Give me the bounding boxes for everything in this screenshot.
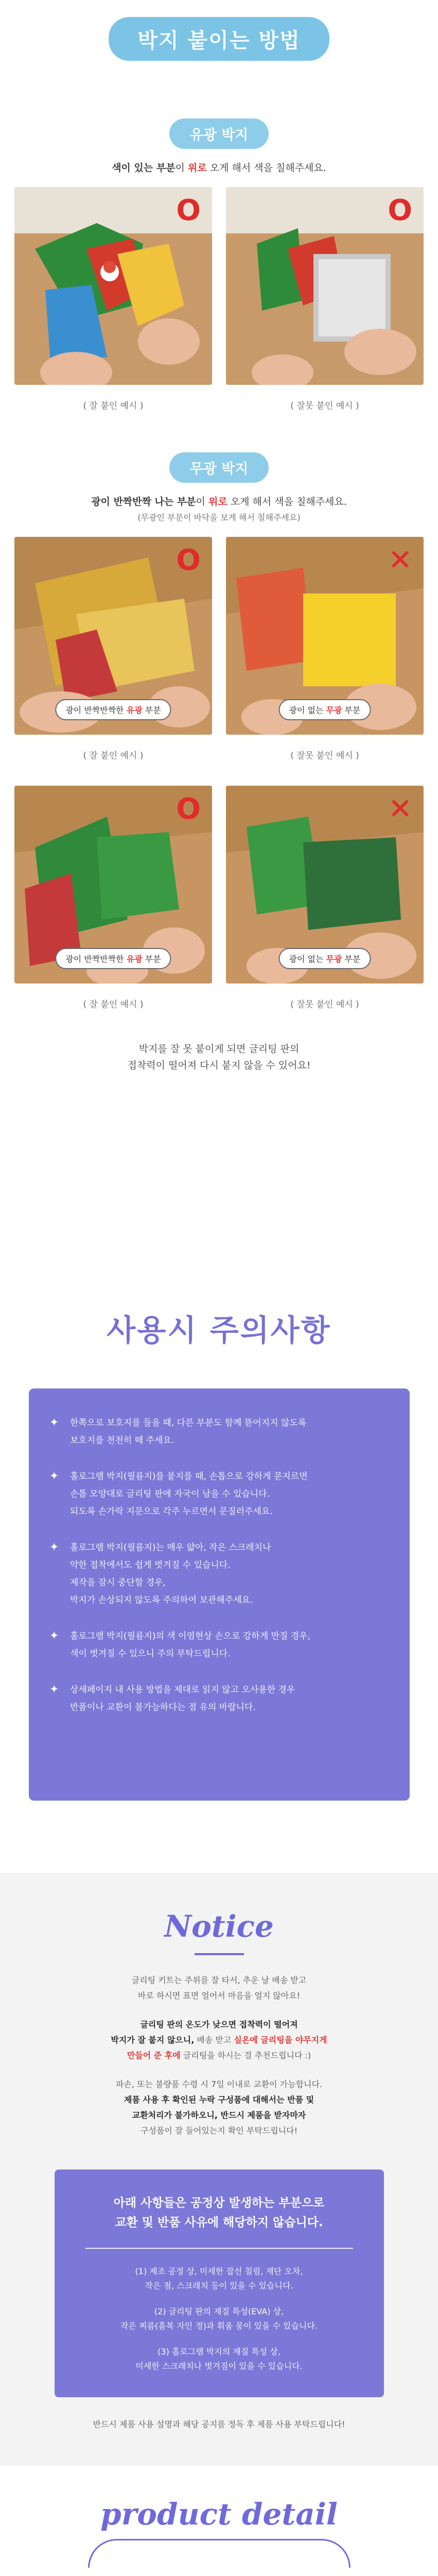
notice-line — [0, 2048, 438, 2063]
caution-line: 한쪽으로 보호지를 들을 때, 다른 부분도 함께 뜯어지지 않도록 — [70, 1418, 307, 1428]
notice-panel-divider — [85, 2248, 353, 2249]
howto-header — [0, 0, 438, 77]
matte-instruction — [0, 494, 438, 526]
matte-instr-a: 광이 반짝반짝 나는 부분 — [91, 496, 196, 507]
matte-instr-small: (무광인 부분이 바닥을 보게 해서 칠해주세요) — [137, 513, 301, 522]
matte-good-photo-1 — [14, 537, 212, 735]
caution-line: 되도록 손가락 지문으로 각주 누르면서 문질러주세요. — [70, 1506, 273, 1517]
notice-bold: 글리팅 판의 온도가 낮으면 접착력이 떨어져 — [140, 2020, 298, 2029]
matte-good-caption-2: ( 잘 붙인 예시 ) — [83, 999, 144, 1010]
caution-line: 홀로그램 박지(필름지)를 붙지를 때, 손톱으로 강하게 문지르면 — [70, 1471, 308, 1482]
notice-panel-line: 미세한 스크래치나 벗겨짐이 있을 수 있습니다. — [135, 2361, 303, 2371]
tag-post: 부분 — [142, 954, 161, 964]
product-detail-section — [0, 2466, 438, 2576]
notice-text: 배송 받고 — [194, 2035, 234, 2045]
notice-footnote: 반드시 제품 사용 설명과 해당 공지를 정독 후 제품 사용 부탁드립니다! — [93, 2419, 345, 2429]
howto-note-line-1: 박지를 잘 못 붙이게 되면 글리팅 판의 — [138, 1043, 300, 1055]
matte-caption-row-2 — [0, 997, 438, 1010]
sparkle-icon: ✦ — [49, 1541, 59, 1554]
caution-panel — [29, 1388, 410, 1801]
howto-note-line-2: 접착력이 떨어져 다시 붙지 않을 수 있어요! — [127, 1060, 311, 1071]
caution-line: 홀로그램 박지(필름지)의 색 이염현상 손으로 강하게 만질 경우, — [70, 1631, 311, 1641]
tag-pre: 광이 반짝반짝한 — [65, 954, 127, 964]
glossy-header — [0, 118, 438, 149]
matte-instr-c: 오게 해서 색을 칠해주세요. — [230, 496, 347, 507]
glossy-instr-red: 위로 — [187, 162, 207, 174]
glossy-bad-caption: ( 잘못 붙인 예시 ) — [290, 401, 359, 411]
caution-line: 약한 접착에서도 쉽게 벗겨질 수 있습니다. — [70, 1560, 231, 1570]
glossy-photo-row — [0, 187, 438, 385]
notice-line: 글리팅 키트는 주위를 잘 타서, 추운 날 배송 받고 — [131, 1975, 307, 1985]
notice-line — [0, 2017, 438, 2032]
caution-item — [49, 1539, 389, 1609]
ng-mark: ✕ — [388, 544, 412, 577]
notice-red: 만들어 준 후에 — [127, 2050, 181, 2060]
notice-section — [0, 1873, 438, 2466]
glossy-instr-a: 색이 있는 부분 — [112, 162, 176, 174]
tag-pre: 광이 없는 — [289, 705, 326, 715]
glossy-side-tag — [55, 948, 171, 969]
ok-mark: O — [176, 544, 201, 577]
matte-bad-caption-2: ( 잘못 붙인 예시 ) — [290, 999, 359, 1010]
caution-item-text — [70, 1681, 295, 1716]
tag-highlight: 무광 — [326, 954, 342, 964]
sparkle-icon: ✦ — [49, 1683, 59, 1696]
matte-good-photo-2 — [14, 786, 212, 984]
tag-post: 부분 — [342, 954, 361, 964]
matte-caption-row-1 — [0, 748, 438, 761]
caution-item-text — [70, 1468, 308, 1520]
notice-panel-head: 교환 및 반품 사유에 해당하지 않습니다. — [115, 2216, 323, 2229]
sparkle-icon: ✦ — [49, 1470, 59, 1483]
tag-pre: 광이 없는 — [289, 954, 326, 964]
caution-item — [49, 1414, 389, 1449]
notice-title: Notice — [164, 1909, 274, 1944]
caution-line: 보호지를 천천히 떼 주세요. — [70, 1435, 174, 1446]
glossy-caption-row — [0, 398, 438, 411]
notice-bold: 교환처리가 불가하오니, 반드시 제품을 받자마자 — [132, 2110, 306, 2120]
glossy-instruction — [0, 160, 438, 176]
caution-line: 손톱 모양대로 글리팅 판에 자국이 남을 수 있습니다. — [70, 1489, 270, 1499]
caution-line: 반품이나 교환이 불가능하다는 점 유의 바랍니다. — [70, 1702, 256, 1713]
matte-bad-photo-2 — [226, 786, 424, 984]
matte-side-tag — [279, 699, 371, 720]
notice-panel-line: (2) 글리팅 판의 재질 특성(EVA) 상, — [154, 2307, 284, 2316]
notice-panel-line: (3) 홀로그램 박지의 재질 특성 상, — [157, 2347, 281, 2357]
caution-line: 색이 벗겨질 수 있으니 주의 부탁드립니다. — [70, 1649, 231, 1659]
matte-good-caption-1: ( 잘 붙인 예시 ) — [83, 751, 144, 761]
notice-line — [0, 2092, 438, 2108]
caution-title: 사용시 주의사항 — [107, 1313, 331, 1348]
howto-section — [0, 0, 438, 1203]
notice-line: 구성품이 잘 들어있는지 확인 부탁드립니다! — [141, 2126, 297, 2136]
title-arc — [88, 2539, 351, 2568]
matte-instr-b: 이 — [196, 496, 208, 507]
caution-section — [0, 1203, 438, 1873]
caution-item — [49, 1681, 389, 1716]
ok-mark: O — [176, 792, 201, 826]
matte-header — [0, 452, 438, 483]
caution-item-text — [70, 1628, 310, 1663]
howto-note — [0, 1041, 438, 1074]
tag-post: 부분 — [142, 705, 161, 715]
notice-panel-line: 작은 찌름(흠복 자인 정)과 휘움 뭉이 있을 수 있습니다. — [120, 2321, 318, 2331]
howto-title: 박지 붙이는 방법 — [109, 17, 329, 61]
notice-text: 글리팅을 하시는 걸 추천드립니다 :) — [180, 2050, 311, 2060]
notice-bold: 제품 사용 후 확인된 누락 구성품에 대해서는 반품 및 — [124, 2095, 314, 2105]
ok-mark: O — [176, 194, 201, 227]
glossy-label: 유광 박지 — [169, 118, 269, 149]
matte-side-tag — [279, 948, 371, 969]
notice-panel-head: 아래 사항들은 공정상 발생하는 부분으로 — [113, 2196, 325, 2210]
tag-post: 부분 — [342, 705, 361, 715]
sparkle-icon: ✦ — [49, 1630, 59, 1642]
matte-photo-row-2 — [0, 786, 438, 984]
notice-line — [0, 2032, 438, 2048]
tag-pre: 광이 반짝반짝한 — [65, 705, 127, 715]
notice-line — [0, 2108, 438, 2123]
caution-item — [49, 1468, 389, 1520]
notice-panel-line: 작은 점, 스크래치 등이 있을 수 있습니다. — [145, 2281, 293, 2291]
notice-red: 실온에 글리팅을 야무지게 — [234, 2035, 327, 2045]
caution-item-text — [70, 1539, 271, 1609]
tag-highlight: 무광 — [326, 705, 342, 715]
ok-mark: O — [388, 194, 412, 227]
notice-panel-line: (1) 제조 공정 상, 미세한 잡선 칠림, 재단 오차, — [135, 2266, 303, 2276]
tag-highlight: 유광 — [126, 705, 143, 715]
sparkle-icon: ✦ — [49, 1416, 59, 1429]
notice-panel — [55, 2170, 384, 2397]
glossy-good-caption: ( 잘 붙인 예시 ) — [83, 401, 144, 411]
matte-photo-row-1 — [0, 537, 438, 735]
caution-item-text — [70, 1414, 306, 1449]
caution-line: 제작을 잠시 중단할 경우, — [70, 1578, 166, 1588]
glossy-instr-c: 오게 해서 색을 칠해주세요. — [209, 162, 326, 174]
matte-bad-photo-1 — [226, 537, 424, 735]
matte-label: 무광 박지 — [169, 452, 269, 483]
glossy-good-photo — [14, 187, 212, 385]
tag-highlight: 유광 — [126, 954, 143, 964]
caution-line: 박지가 손상되지 않도록 주의하여 보관해주세요. — [70, 1595, 253, 1605]
matte-bad-caption-1: ( 잘못 붙인 예시 ) — [290, 751, 359, 761]
ng-mark: ✕ — [388, 792, 412, 826]
notice-bold: 박지가 잘 붙지 않으니, — [111, 2035, 195, 2045]
caution-line: 상세페이지 내 사용 방법을 제대로 읽지 않고 오사용한 경우 — [70, 1685, 295, 1695]
glossy-instr-b: 이 — [175, 162, 188, 174]
notice-divider — [195, 1953, 244, 1955]
glossy-bad-photo — [226, 187, 424, 385]
caution-item — [49, 1628, 389, 1663]
glossy-side-tag — [55, 699, 171, 720]
caution-line: 홀로그램 박지(필름지)는 매우 얇아, 작은 스크레치나 — [70, 1543, 271, 1553]
product-detail-title: product detail — [100, 2497, 338, 2532]
notice-line: 파손, 또는 불량품 수령 시 7일 이내로 교환이 가능합니다. — [115, 2079, 323, 2089]
notice-line: 바로 하시면 표면 얼어서 마음을 얼지 않아요! — [137, 1991, 301, 2001]
matte-instr-red: 위로 — [208, 496, 227, 507]
